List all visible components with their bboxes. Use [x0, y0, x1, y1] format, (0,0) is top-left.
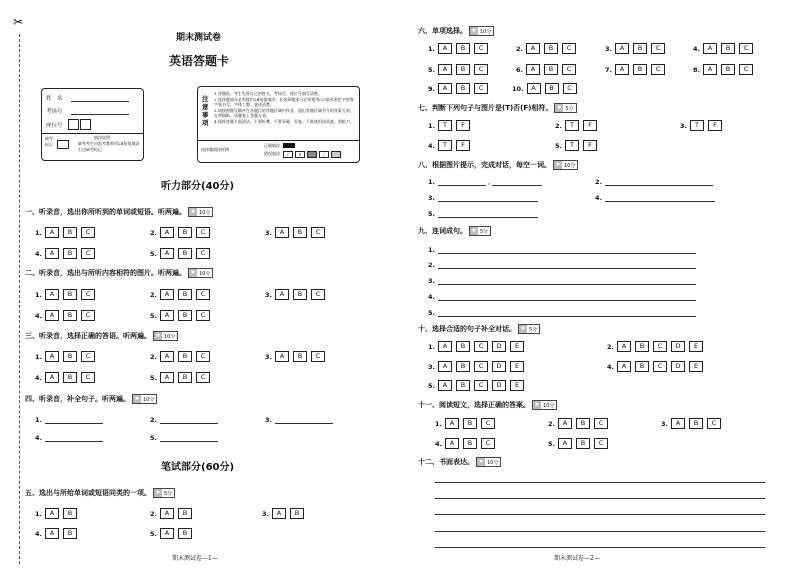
section-1-title: 一、听录音，选出你所听到的单词或短语。听两遍。 ★ 10分	[25, 207, 213, 217]
score-box: ★ 5分	[469, 226, 491, 236]
option-b[interactable]: B	[463, 438, 477, 449]
writing-line-3[interactable]	[435, 514, 765, 515]
option-e[interactable]: E	[510, 361, 524, 372]
option-a[interactable]: A	[445, 418, 459, 429]
section-7-title: 七、判断下列句子与图片是(T)否(F)相符。 ★ 5分	[418, 103, 577, 113]
option-c[interactable]: C	[81, 289, 95, 300]
score-box: ★ 10分	[132, 394, 157, 404]
s3-q3: 3. A B C	[265, 351, 329, 362]
option-c[interactable]: C	[653, 361, 667, 372]
option-c[interactable]: C	[474, 380, 488, 391]
option-b[interactable]: B	[576, 418, 590, 429]
option-b[interactable]: B	[635, 361, 649, 372]
option-b[interactable]: B	[633, 64, 647, 75]
score-box: ★ 10分	[476, 457, 501, 467]
option-a[interactable]: A	[438, 43, 452, 54]
option-a[interactable]: A	[526, 43, 540, 54]
option-c[interactable]: C	[474, 341, 488, 352]
option-a[interactable]: A	[160, 289, 174, 300]
option-b[interactable]: B	[63, 227, 77, 238]
section-2-title: 二、听录音，选出与所听内容相符的图片。听两遍。 ★ 10分	[25, 268, 213, 278]
s6-q7: 7. A B C	[605, 64, 669, 75]
absent-mark-box[interactable]	[57, 140, 69, 149]
s3-q4: 4. A B C	[35, 372, 99, 383]
star-icon: ★	[471, 27, 477, 34]
option-a[interactable]: A	[438, 361, 452, 372]
s1-q5: 5. A B C	[150, 248, 214, 259]
s1-q2: 2. A B C	[150, 227, 214, 238]
option-f[interactable]: F	[583, 140, 597, 151]
option-b[interactable]: B	[463, 418, 477, 429]
option-b[interactable]: B	[456, 43, 470, 54]
writing-line-4[interactable]	[435, 531, 765, 532]
section-5-title: 五、选出与所给单词或短语同类的一项。 ★ 5分	[25, 488, 175, 498]
option-b[interactable]: B	[293, 351, 307, 362]
option-b[interactable]: B	[576, 438, 590, 449]
s6-q1: 1. A B C	[428, 43, 492, 54]
option-a[interactable]: A	[160, 508, 174, 519]
s11-q1: 1. A B C	[435, 418, 499, 429]
s1-q3: 3. A B C	[265, 227, 329, 238]
option-a[interactable]: A	[45, 528, 59, 539]
option-b[interactable]: B	[63, 289, 77, 300]
option-a[interactable]: A	[160, 227, 174, 238]
s6-q8: 8. A B C	[693, 64, 757, 75]
option-c[interactable]: C	[196, 372, 210, 383]
correct-label: 正确填涂	[264, 143, 280, 148]
s7-q2: 2. T F	[555, 120, 601, 131]
seat-box-1[interactable]	[68, 119, 79, 130]
answer-blank[interactable]	[160, 433, 218, 442]
star-icon: ★	[134, 395, 140, 402]
name-label: 姓 名	[46, 95, 63, 102]
option-c[interactable]: C	[594, 438, 608, 449]
option-a[interactable]: A	[615, 43, 629, 54]
s7-q1: 1. T F	[428, 120, 474, 131]
s8-q3: 3.	[428, 192, 538, 203]
s3-q5: 5. A B C	[150, 372, 214, 383]
option-f[interactable]: F	[583, 120, 597, 131]
section-3-title: 三、听录音，选择正确的答语。听两遍。 ★ 10分	[25, 331, 178, 341]
notice-label: 注意事项	[202, 95, 209, 127]
star-icon: ★	[555, 161, 561, 168]
seat-label: 座位号	[46, 122, 63, 129]
star-icon: ★	[478, 458, 484, 465]
option-t[interactable]: T	[690, 120, 704, 131]
star-icon: ★	[155, 332, 161, 339]
fill-note-title: 填涂说明	[94, 135, 110, 140]
option-b[interactable]: B	[178, 227, 192, 238]
option-c[interactable]: C	[474, 83, 488, 94]
option-a[interactable]: A	[526, 64, 540, 75]
answer-blank[interactable]	[492, 177, 542, 186]
s4-q4: 4.	[35, 432, 103, 443]
score-box: ★ 10分	[188, 207, 213, 217]
s9-q3: 3.	[428, 275, 696, 286]
s2-q5: 5. A B C	[150, 310, 214, 321]
s8-q5: 5.	[428, 208, 538, 219]
option-b[interactable]: B	[63, 528, 77, 539]
option-b[interactable]: B	[545, 83, 559, 94]
notice-line-4: 4.保持答题卡面清洁，不要折叠、不要弄破、弄皱，不准使用涂改液、刮纸刀。	[214, 118, 354, 124]
option-e[interactable]: E	[510, 341, 524, 352]
score-box: ★ 10分	[553, 160, 578, 170]
s6-q5: 5. A B C	[428, 64, 492, 75]
s10-q3: 3. A B C D E	[428, 361, 528, 372]
answer-blank[interactable]	[438, 177, 486, 186]
page-footer-1: 期末测试卷—1—	[172, 555, 218, 562]
star-icon: ★	[520, 325, 526, 332]
star-icon: ★	[556, 104, 563, 111]
section-12-title: 十二、书面表达。 ★ 10分	[418, 457, 501, 467]
option-c[interactable]: C	[563, 83, 577, 94]
s7-q4: 4. T F	[428, 140, 474, 151]
exam-no-label: 考场号	[46, 108, 63, 115]
score-box: ★ 5分	[153, 488, 175, 498]
score-box: ★ 5分	[554, 103, 576, 113]
s8-q4: 4.	[595, 192, 715, 203]
name-field[interactable]	[71, 93, 129, 102]
score-box: ★ 10分	[188, 268, 213, 278]
option-f[interactable]: F	[708, 120, 722, 131]
option-b[interactable]: B	[721, 43, 735, 54]
option-a[interactable]: A	[438, 380, 452, 391]
s10-q4: 4. A B C D E	[607, 361, 707, 372]
star-icon: ★	[190, 208, 196, 215]
option-a[interactable]: A	[45, 248, 59, 259]
s3-q2: 2. A B C	[150, 351, 214, 362]
s6-q6: 6. A B C	[516, 64, 580, 75]
option-c[interactable]: C	[739, 64, 753, 75]
option-c[interactable]: C	[311, 351, 325, 362]
star-icon: ★	[471, 227, 477, 234]
s6-q9: 9. A B C	[428, 83, 492, 94]
s5-q2: 2. A B	[150, 508, 196, 519]
s4-q2: 2.	[150, 414, 218, 425]
option-b[interactable]: B	[456, 341, 470, 352]
answer-blank[interactable]	[275, 415, 333, 424]
option-a[interactable]: A	[527, 83, 541, 94]
option-c[interactable]: C	[81, 372, 95, 383]
s11-q5: 5. A B C	[548, 438, 612, 449]
score-box: ★ 10分	[532, 400, 557, 410]
option-b[interactable]: B	[633, 43, 647, 54]
option-a[interactable]: A	[160, 528, 174, 539]
option-t[interactable]: T	[565, 120, 579, 131]
seat-box-2[interactable]	[80, 119, 91, 130]
option-c[interactable]: C	[81, 310, 95, 321]
option-a[interactable]: A	[45, 508, 59, 519]
option-b[interactable]: B	[178, 372, 192, 383]
sample-label: 选择题填涂样例	[201, 147, 229, 152]
option-d[interactable]: D	[671, 361, 685, 372]
option-c[interactable]: C	[562, 43, 576, 54]
option-c[interactable]: C	[653, 341, 667, 352]
s6-q4: 4. A B C	[693, 43, 757, 54]
exam-no-field[interactable]	[71, 106, 129, 115]
option-b[interactable]: B	[178, 508, 192, 519]
answer-blank[interactable]	[45, 415, 103, 424]
option-d[interactable]: D	[671, 341, 685, 352]
s5-q5: 5. A B	[150, 528, 196, 539]
option-b[interactable]: B	[689, 418, 703, 429]
answer-blank[interactable]	[438, 276, 696, 285]
option-c[interactable]: C	[651, 64, 665, 75]
option-b[interactable]: B	[293, 289, 307, 300]
option-a[interactable]: A	[160, 310, 174, 321]
section-9-title: 九、连词成句。 ★ 5分	[418, 226, 491, 236]
option-c[interactable]: C	[81, 351, 95, 362]
option-d[interactable]: D	[492, 361, 506, 372]
correct-sample-mark	[283, 143, 295, 148]
option-a[interactable]: A	[45, 289, 59, 300]
option-b[interactable]: B	[544, 43, 558, 54]
section-11-title: 十一、阅读短文，选择正确的答案。 ★ 10分	[418, 400, 557, 410]
answer-blank[interactable]	[438, 245, 696, 254]
option-e[interactable]: E	[689, 341, 703, 352]
writing-part-title: 笔试部分(60分)	[161, 462, 235, 473]
answer-blank[interactable]	[160, 415, 218, 424]
option-a[interactable]: A	[617, 341, 631, 352]
option-b[interactable]: B	[63, 508, 77, 519]
option-a[interactable]: A	[438, 83, 452, 94]
s4-q3: 3.	[265, 414, 333, 425]
option-c[interactable]: C	[311, 227, 325, 238]
option-a[interactable]: A	[615, 64, 629, 75]
option-b[interactable]: B	[456, 380, 470, 391]
cut-line	[19, 34, 20, 564]
s10-q5: 5. A B C D E	[428, 380, 528, 391]
option-a[interactable]: A	[275, 351, 289, 362]
s2-q1: 1. A B C	[35, 289, 99, 300]
scissors-icon: ✂	[13, 15, 24, 29]
page-footer-2: 期末测试卷—2—	[554, 555, 600, 562]
absent-label: 缺考标记	[45, 136, 53, 147]
wrong-sample-marks: ✓ ✗ /	[283, 151, 341, 158]
option-f[interactable]: F	[456, 140, 470, 151]
score-box: ★ 5分	[518, 324, 540, 334]
s11-q3: 3. A B C	[661, 418, 725, 429]
section-10-title: 十、选择合适的句子补全对话。 ★ 5分	[418, 324, 540, 334]
option-d[interactable]: D	[492, 341, 506, 352]
notice-line-1: 1.答题前，考生先将自己的姓名、考场号、座位号填写清楚。	[214, 91, 322, 96]
option-t[interactable]: T	[438, 120, 452, 131]
option-a[interactable]: A	[703, 43, 717, 54]
answer-blank[interactable]	[45, 433, 103, 442]
option-d[interactable]: D	[492, 380, 506, 391]
option-a[interactable]: A	[438, 341, 452, 352]
option-b[interactable]: B	[178, 289, 192, 300]
option-c[interactable]: C	[196, 227, 210, 238]
option-c[interactable]: C	[81, 227, 95, 238]
fill-note-text: 缺考考生由监考教师用2B铅笔填涂右边缺考标记	[78, 141, 140, 152]
option-b[interactable]: B	[456, 361, 470, 372]
option-b[interactable]: B	[63, 310, 77, 321]
answer-blank[interactable]	[438, 308, 696, 317]
option-c[interactable]: C	[562, 64, 576, 75]
option-c[interactable]: C	[739, 43, 753, 54]
s8-q1: 1. ,	[428, 176, 542, 187]
option-a[interactable]: A	[445, 438, 459, 449]
option-a[interactable]: A	[45, 351, 59, 362]
option-a[interactable]: A	[160, 248, 174, 259]
student-info-box	[41, 88, 144, 161]
option-b[interactable]: B	[178, 248, 192, 259]
answer-blank[interactable]	[438, 260, 696, 269]
s9-q1: 1.	[428, 244, 696, 255]
option-c[interactable]: C	[481, 438, 495, 449]
wrong-label: 错误填涂	[264, 151, 280, 156]
option-b[interactable]: B	[293, 227, 307, 238]
option-c[interactable]: C	[594, 418, 608, 429]
s10-q1: 1. A B C D E	[428, 341, 528, 352]
s9-q2: 2.	[428, 259, 696, 270]
option-f[interactable]: F	[456, 120, 470, 131]
s1-q4: 4. A B C	[35, 248, 99, 259]
option-c[interactable]: C	[196, 248, 210, 259]
notice-box	[197, 86, 360, 163]
option-a[interactable]: A	[671, 418, 685, 429]
writing-line-2[interactable]	[435, 498, 765, 499]
option-a[interactable]: A	[438, 64, 452, 75]
option-b[interactable]: B	[63, 372, 77, 383]
option-t[interactable]: T	[438, 140, 452, 151]
s2-q3: 3. A B C	[265, 289, 329, 300]
option-a[interactable]: A	[558, 418, 572, 429]
section-6-title: 六、单项选择。 ★ 10分	[418, 26, 494, 36]
option-c[interactable]: C	[474, 43, 488, 54]
option-a[interactable]: A	[45, 227, 59, 238]
s5-q4: 4. A B	[35, 528, 81, 539]
score-box: ★ 10分	[153, 331, 178, 341]
s11-q2: 2. A B C	[548, 418, 612, 429]
option-c[interactable]: C	[196, 351, 210, 362]
option-c[interactable]: C	[81, 248, 95, 259]
option-c[interactable]: C	[196, 310, 210, 321]
notice-line-3: 3.请按照题号顺序在各题目的答题区域内作答，超出答题区域书写的答案无效；在草稿纸、试题卷上答题无效。	[214, 107, 354, 118]
score-box: ★ 10分	[469, 26, 494, 36]
listening-part-title: 听力部分(40分)	[161, 181, 235, 192]
option-e[interactable]: E	[689, 361, 703, 372]
s7-q5: 5. T F	[555, 140, 601, 151]
comma: ,	[488, 177, 491, 186]
option-c[interactable]: C	[481, 418, 495, 429]
option-a[interactable]: A	[703, 64, 717, 75]
option-b[interactable]: B	[721, 64, 735, 75]
notice-line-2: 2.选择题部分必须使用2B铅笔填涂；非选择题部分必须使用0.5毫米黑色字迹签字笔书写，字体工整、笔迹清楚。	[214, 96, 354, 107]
s3-q1: 1. A B C	[35, 351, 99, 362]
s7-q3: 3. T F	[680, 120, 726, 131]
option-c[interactable]: C	[311, 289, 325, 300]
option-a[interactable]: A	[275, 227, 289, 238]
star-icon: ★	[534, 401, 540, 408]
option-c[interactable]: C	[707, 418, 721, 429]
s2-q4: 4. A B C	[35, 310, 99, 321]
s11-q4: 4. A B C	[435, 438, 499, 449]
option-c[interactable]: C	[474, 361, 488, 372]
section-8-title: 八、根据图片提示，完成对话，每空一词。 ★ 10分	[418, 160, 578, 170]
exam-title: 期末测试卷	[176, 33, 222, 43]
writing-line-5[interactable]	[435, 547, 765, 548]
card-title: 英语答题卡	[169, 54, 230, 68]
option-b[interactable]: B	[456, 64, 470, 75]
s10-q2: 2. A B C D E	[607, 341, 707, 352]
option-b[interactable]: B	[290, 508, 304, 519]
option-b[interactable]: B	[178, 351, 192, 362]
option-a[interactable]: A	[272, 508, 286, 519]
answer-blank[interactable]	[605, 177, 713, 186]
s4-q5: 5.	[150, 432, 218, 443]
option-a[interactable]: A	[160, 372, 174, 383]
s9-q5: 5.	[428, 307, 696, 318]
s1-q1: 1. A B C	[35, 227, 99, 238]
option-e[interactable]: E	[510, 380, 524, 391]
section-4-title: 四、听录音，补全句子。听两遍。 ★ 10分	[25, 394, 157, 404]
star-icon: ★	[155, 489, 161, 496]
option-a[interactable]: A	[45, 310, 59, 321]
s6-q2: 2. A B C	[516, 43, 580, 54]
answer-blank[interactable]	[438, 209, 538, 218]
s5-q3: 3. A B	[262, 508, 308, 519]
s8-q2: 2.	[595, 176, 713, 187]
option-b[interactable]: B	[544, 64, 558, 75]
s6-q3: 3. A B C	[605, 43, 669, 54]
answer-blank[interactable]	[438, 193, 538, 202]
option-b[interactable]: B	[456, 83, 470, 94]
option-c[interactable]: C	[474, 64, 488, 75]
option-t[interactable]: T	[565, 140, 579, 151]
s5-q1: 1. A B	[35, 508, 81, 519]
answer-blank[interactable]	[605, 193, 715, 202]
s4-q1: 1.	[35, 414, 103, 425]
option-a[interactable]: A	[45, 372, 59, 383]
option-c[interactable]: C	[196, 289, 210, 300]
option-a[interactable]: A	[558, 438, 572, 449]
s9-q4: 4.	[428, 291, 696, 302]
writing-line-1[interactable]	[435, 482, 765, 483]
option-b[interactable]: B	[63, 248, 77, 259]
option-b[interactable]: B	[178, 310, 192, 321]
option-c[interactable]: C	[651, 43, 665, 54]
option-a[interactable]: A	[617, 361, 631, 372]
s6-q10: 10. A B C	[512, 83, 581, 94]
option-a[interactable]: A	[275, 289, 289, 300]
option-a[interactable]: A	[160, 351, 174, 362]
option-b[interactable]: B	[178, 528, 192, 539]
answer-blank[interactable]	[438, 292, 696, 301]
s2-q2: 2. A B C	[150, 289, 214, 300]
star-icon: ★	[190, 269, 196, 276]
option-b[interactable]: B	[635, 341, 649, 352]
option-b[interactable]: B	[63, 351, 77, 362]
